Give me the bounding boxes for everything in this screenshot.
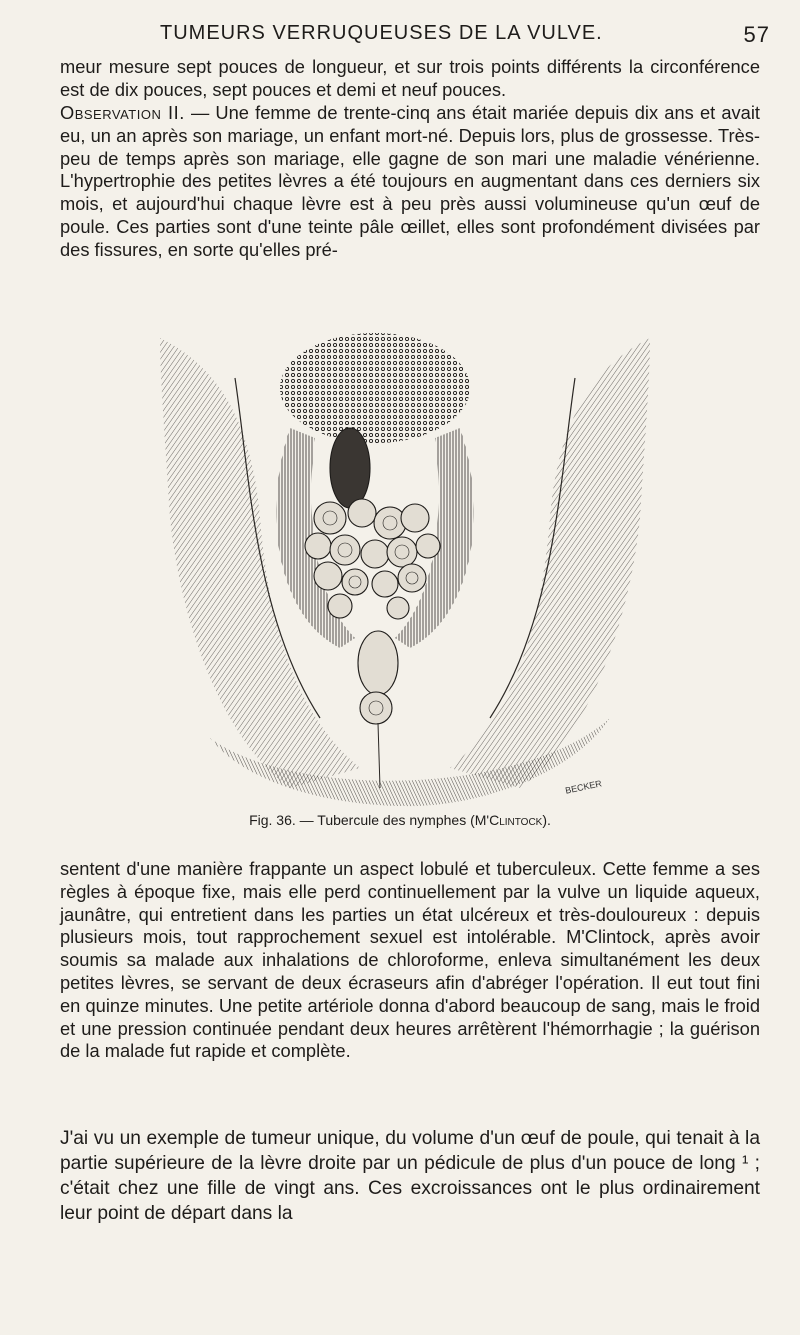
paragraph-case-description: sentent d'une manière frappante un aspect lobulé et tuberculeux. Cette femme a ses règles à époque fixe, mais elle perd continuellement par la vulve un liquide aqueux, jaunâtre, qui entretient dans les parties un état ulcéreux et très-douloureux : depuis plusieurs mois, tout rapprochement sexuel est intolérable. M'Clintock, après avoir soumis sa malade aux inhalations de chloroforme, enleva simultanément les deux petites lèvres, se servant de deux écraseurs afin d'abréger l'opération. Il eut tout fini en quinze minutes. Une petite artériole donna d'abord beaucoup de sang, mais le froid et une pression continuée pendant deux heures arrêtèrent l'hémorrhagie ; la guérison de la malade fut rapide et complète. [60,858,760,1062]
observation-text: — Une femme de trente-cinq ans était mariée depuis dix ans et avait eu, un an après son mariage, un enfant mort-né. Depuis lors, plus de grossesse. Très-peu de temps après son mariage, elle gagne de son mari une maladie vénérienne. L'hypertrophie des petites lèvres a été toujours en augmentant dans ces derniers six mois, et aujourd'hui chaque lèvre est à peu près aussi volumineuse qu'un œuf de poule. Ces parties sont d'une teinte pâle œillet, elles sont profondément divisées par des fissures, en sorte qu'elles pré- [60,102,760,260]
caption-credit: M'Clintock [474,812,543,828]
page-number: 57 [743,22,770,47]
paragraph-observation [60,102,760,262]
figure-caption [0,812,800,828]
anatomical-engraving [140,318,670,808]
paragraph-author-example: J'ai vu un exemple de tumeur unique, du volume d'un œuf de poule, qui tenait à la partie supérieure de la lèvre droite par un pédicule de plus d'un pouce de long ¹ ; c'était chez une fille de vingt ans. Ces excroissances ont le plus ordinairement leur point de départ dans la [60,1128,760,1224]
caption-text: Fig. 36. — Tubercule des nymphes ( [249,812,475,828]
paragraph-continuation: meur mesure sept pouces de longueur, et sur trois points différents la circonférence est de dix pouces, sept pouces et demi et neuf pouces. [60,56,760,100]
running-header [60,22,770,52]
engraver-signature: BECKER [564,778,603,796]
running-title: TUMEURS VERRUQUEUSES DE LA VULVE. [160,22,603,44]
observation-label: Observation II. [60,102,185,123]
caption-end: ). [542,812,551,828]
